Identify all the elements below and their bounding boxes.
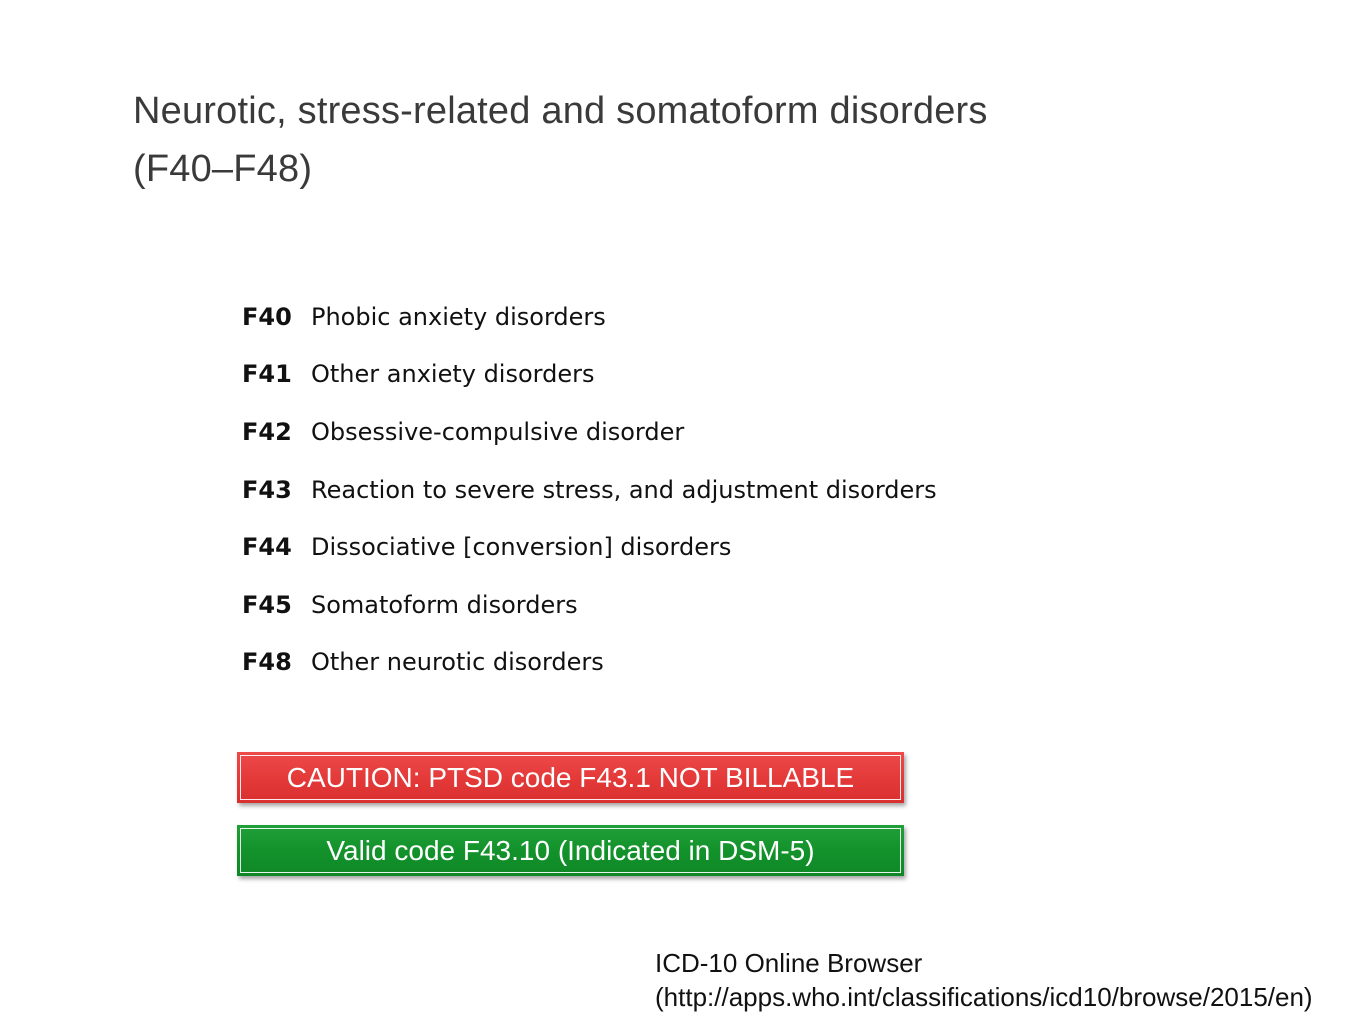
title-line-2: (F40–F48)	[133, 148, 313, 190]
valid-code-banner-border	[240, 828, 901, 873]
caution-banner	[237, 752, 904, 803]
code-label: Dissociative [conversion] disorders	[311, 533, 732, 562]
code-id: F41	[242, 360, 292, 389]
code-id: F40	[242, 302, 292, 331]
code-label: Obsessive-compulsive disorder	[311, 417, 685, 446]
list-item	[242, 346, 937, 404]
list-item	[242, 576, 937, 634]
list-item	[242, 461, 937, 519]
caution-text: CAUTION: PTSD code F43.1 NOT BILLABLE	[286, 761, 855, 793]
source-title: ICD-10 Online Browser	[655, 948, 923, 978]
title-line-1: Neurotic, stress-related and somatoform disorders	[133, 90, 988, 132]
code-id: F42	[242, 417, 292, 446]
caution-banner-border	[240, 755, 901, 800]
code-id: F43	[242, 475, 292, 504]
code-label: Other neurotic disorders	[311, 648, 604, 677]
code-label: Other anxiety disorders	[311, 360, 595, 389]
code-label: Somatoform disorders	[311, 590, 578, 619]
list-item	[242, 288, 937, 346]
valid-code-text: Valid code F43.10 (Indicated in DSM-5)	[326, 834, 815, 866]
source-citation	[655, 946, 1313, 1014]
valid-code-banner	[237, 825, 904, 876]
list-item	[242, 518, 937, 576]
source-url: (http://apps.who.int/classifications/icd10/browse/2015/en)	[655, 982, 1313, 1012]
list-item	[242, 634, 937, 692]
code-id: F44	[242, 533, 292, 562]
code-list	[242, 288, 937, 691]
list-item	[242, 403, 937, 461]
page-title	[133, 82, 1133, 198]
code-id: F45	[242, 590, 292, 619]
code-label: Reaction to severe stress, and adjustment disorders	[311, 475, 937, 504]
code-label: Phobic anxiety disorders	[311, 302, 606, 331]
code-id: F48	[242, 648, 292, 677]
